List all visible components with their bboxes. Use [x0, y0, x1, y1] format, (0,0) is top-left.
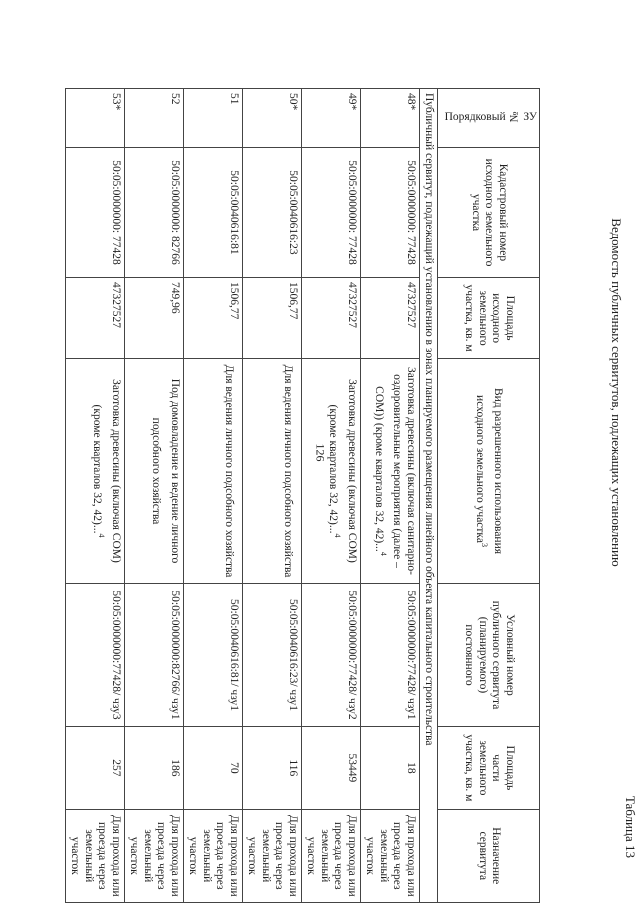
row-cadastral-text: 50:05:0000000: 82766 — [168, 160, 181, 265]
row-part-area — [65, 727, 124, 809]
row-purpose-text: Для прохода или проезда через земельный участок — [187, 814, 240, 897]
row-part-area — [183, 727, 242, 809]
row-purpose-text: Для прохода или проезда через земельный участок — [364, 814, 417, 897]
row-conditional — [124, 583, 183, 726]
row-use — [360, 359, 419, 584]
table-row — [124, 89, 183, 903]
row-cadastral — [242, 147, 301, 277]
table-row — [360, 89, 419, 903]
row-cadastral — [360, 147, 419, 277]
row-use-text: Для ведения личного подсобного хозяйства — [222, 364, 235, 578]
header-use-sup: 3 — [479, 542, 489, 547]
row-use-sup: 4 — [378, 551, 388, 556]
row-cadastral — [183, 147, 242, 277]
row-area-text: 1506,77 — [227, 282, 240, 320]
row-use — [124, 359, 183, 584]
row-use-text: Для ведения личного подсобного хозяйства — [281, 364, 294, 578]
row-num — [360, 89, 419, 148]
row-conditional-text: 50:05:0000000:77428/ чзу3 — [109, 590, 122, 720]
row-num-text: 49* — [345, 93, 358, 111]
row-use-text: Заготовка древесины (включая СОМ) (кроме кварталов 32, 42)... — [327, 379, 358, 563]
row-purpose-text: Для прохода или проезда через земельный участок — [305, 814, 358, 897]
row-cadastral-text: 50:05:0040616:81 — [227, 170, 240, 255]
header-num-text: Порядковый № ЗУ — [444, 111, 537, 124]
row-purpose — [65, 809, 124, 902]
header-use-text: Вид разрешенного использования исходного земельного участка — [474, 387, 505, 555]
row-part-area-text: 257 — [109, 759, 122, 777]
row-area-text: 47327527 — [345, 282, 358, 329]
row-num-text: 48* — [404, 93, 417, 111]
row-cadastral — [301, 147, 360, 277]
row-cadastral-text: 50:05:0040616:23 — [286, 170, 299, 255]
header-row — [438, 89, 540, 903]
header-cadastral: Кадастровый номер исходного земельного участка — [438, 147, 540, 277]
row-purpose — [301, 809, 360, 902]
row-area — [65, 278, 124, 359]
row-purpose — [183, 809, 242, 902]
row-purpose-text: Для прохода или проезда через земельный участок — [128, 814, 181, 897]
row-area — [183, 278, 242, 359]
page-number: 126 — [313, 443, 328, 462]
row-num — [242, 89, 301, 148]
row-conditional — [65, 583, 124, 726]
table-row — [301, 89, 360, 903]
row-use-sup: 4 — [97, 533, 107, 538]
table-row — [242, 89, 301, 903]
row-area-text: 1506,77 — [286, 282, 299, 320]
row-area-text: 47327527 — [404, 282, 417, 329]
row-part-area-text: 18 — [404, 762, 417, 774]
row-num-text: 53* — [109, 93, 122, 111]
table-label: Таблица 13 — [623, 795, 638, 858]
row-conditional-text: 50:05:0040616:81/ чзу1 — [227, 599, 240, 712]
row-cadastral-text: 50:05:0000000: 77428 — [345, 160, 358, 265]
row-part-area-text: 53449 — [345, 753, 358, 783]
header-conditional: Условный номер публичного сервитута (планируемого) постоянного — [438, 583, 540, 726]
row-use-text: Под домовладение и ведение личного подсобного хозяйства — [150, 378, 181, 564]
table-body — [65, 89, 438, 903]
row-conditional-text: 50:05:0000000:77428/ чзу2 — [345, 590, 358, 720]
row-part-area — [124, 727, 183, 809]
row-purpose — [360, 809, 419, 902]
row-part-area-text: 186 — [168, 759, 181, 777]
row-conditional — [360, 583, 419, 726]
section-row-text: Публичный сервитут, подлежащий установлению в зонах планируемого размещения линейного объекта капитального строительства — [419, 89, 438, 903]
row-part-area-text: 116 — [286, 759, 299, 777]
row-conditional — [242, 583, 301, 726]
header-area: Площадь исходного земельного участка, кв. м — [438, 278, 540, 359]
table-row — [183, 89, 242, 903]
row-conditional — [183, 583, 242, 726]
row-num — [124, 89, 183, 148]
header-part-area: Площадь части земельного участка, кв. м — [438, 727, 540, 809]
row-use — [183, 359, 242, 584]
row-num-text: 52 — [168, 93, 181, 105]
row-conditional-text: 50:05:0000000:77428/ чзу1 — [404, 590, 417, 720]
row-cadastral-text: 50:05:0000000: 77428 — [109, 160, 122, 265]
section-row — [419, 89, 438, 903]
row-num-text: 51 — [227, 93, 240, 105]
row-area-text: 749,96 — [168, 282, 181, 314]
servitude-table — [65, 88, 540, 903]
row-use — [65, 359, 124, 584]
row-purpose — [242, 809, 301, 902]
row-part-area — [360, 727, 419, 809]
row-area-text: 47327527 — [109, 282, 122, 329]
row-area — [242, 278, 301, 359]
row-part-area — [242, 727, 301, 809]
row-cadastral — [65, 147, 124, 277]
table-title: Ведомость публичных сервитутов, подлежащих установлению — [609, 218, 624, 567]
row-cadastral-text: 50:05:0000000: 77428 — [404, 160, 417, 265]
row-part-area-text: 70 — [227, 762, 240, 774]
row-purpose-text: Для прохода или проезда через земельный участок — [246, 814, 299, 897]
row-use-text: Заготовка древесины (включая санитарно-оздоровительные мероприятия (далее – СОМ)) (кроме кварталов 32, 42)... — [372, 366, 417, 576]
header-purpose: Назначение сервитута — [438, 809, 540, 902]
row-num — [65, 89, 124, 148]
row-conditional-text: 50:05:0000000:82766/ чзу1 — [168, 590, 181, 720]
header-use — [438, 359, 540, 584]
row-num — [301, 89, 360, 148]
row-use — [301, 359, 360, 584]
row-area — [301, 278, 360, 359]
row-num — [183, 89, 242, 148]
row-cadastral — [124, 147, 183, 277]
row-area — [360, 278, 419, 359]
row-conditional — [301, 583, 360, 726]
header-num — [438, 89, 540, 148]
row-use-sup: 4 — [333, 533, 343, 538]
row-purpose-text: Для прохода или проезда через земельный участок — [69, 814, 122, 897]
row-purpose — [124, 809, 183, 902]
row-use — [242, 359, 301, 584]
row-num-text: 50* — [286, 93, 299, 111]
row-use-text: Заготовка древесины (включая СОМ) (кроме кварталов 32, 42)... — [91, 379, 122, 563]
row-conditional-text: 50:05:0040616:23/ чзу1 — [286, 599, 299, 712]
row-area — [124, 278, 183, 359]
row-part-area — [301, 727, 360, 809]
table-row — [65, 89, 124, 903]
